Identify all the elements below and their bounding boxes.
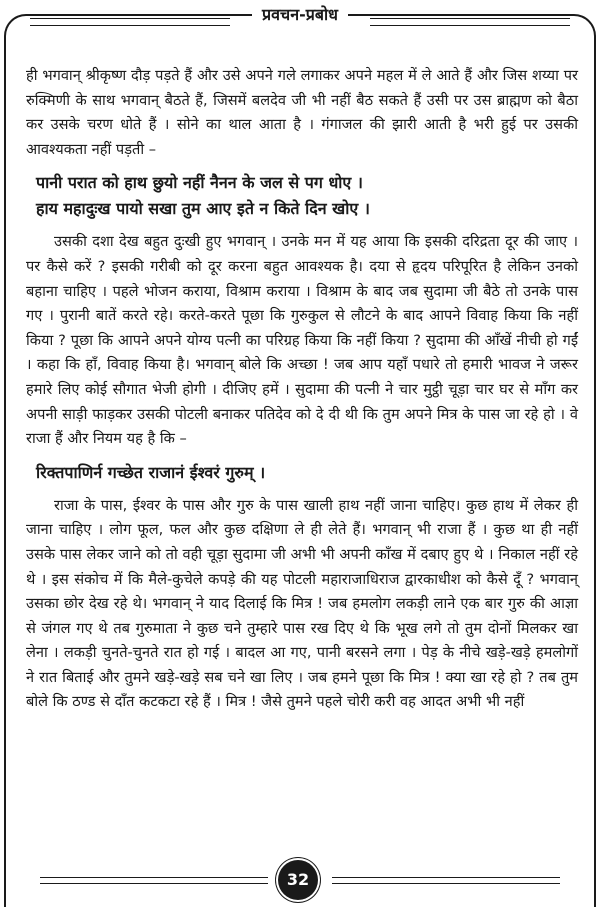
footer-rule-left (40, 877, 268, 884)
page-number-badge: 32 (278, 860, 318, 900)
footer-rule-right (332, 877, 560, 884)
verse-line: रिक्तपाणिर्न गच्छेत राजानं ईश्वरं गुरुम् । (36, 462, 266, 482)
page-body (26, 64, 578, 715)
paragraph-1: ही भगवान् श्रीकृष्ण दौड़ पड़ते हैं और उसे अपने गले लगाकर अपने महल में ले आते हैं और जिस शय्या पर रुक्मिणी के साथ भगवान् बैठते हैं, जिसमें बलदेव जी भी नहीं बैठ सकते हैं उसी पर उस ब्राह्मण को बैठा कर उसके चरण धोते हैं । सोने का थाल आता है । गंगाजल की झारी आती है भरी हुई पर उसकी आवश्यकता नहीं पड़ती – (26, 67, 578, 158)
paragraph-2: उसकी दशा देख बहुत दुःखी हुए भगवान् । उनके मन में यह आया कि इसकी दरिद्रता दूर की जाए । पर कैसे करें ? इसकी गरीबी को दूर करना बहुत आवश्यक है। दया से हृदय परिपूरित है लेकिन उनको बहाना चाहिए । पहले भोजन कराया, विश्राम कराया । विश्राम के बाद जब सुदामा जी बैठे तो उनके पास गए । पुरानी बातें करते रहे। करते-करते पूछा कि गुरुकुल से लौटने के बाद आपने विवाह किया कि नहीं किया ? पूछा कि आपने अपने योग्य पत्नी का परिग्रह किया कि नहीं किया ? सुदामा की आँखें नीची हो गईं । कहा कि हाँ, विवाह किया है। भगवान् बोले कि अच्छा ! जब आप यहाँ पधारे तो हमारी भावज ने जरूर हमारे लिए कोई सौगात भेजी होगी । दीजिए हमें । सुदामा की पत्नी ने चार मुट्ठी चूड़ा चार घर से माँग कर अपनी साड़ी फाड़कर उसकी पोटली बनाकर पतिदेव को दे दी थी कि तुम अपने मित्र के पास जा रहे हो । वे राजा हैं और नियम यह है कि – (26, 233, 578, 448)
running-header (0, 4, 600, 26)
page-footer (0, 860, 600, 900)
verse-block-2 (36, 460, 578, 486)
verse-line: हाय महादुःख पायो सखा तुम आए इते न किते दिन खोए । (36, 199, 370, 219)
paragraph-3: राजा के पास, ईश्वर के पास और गुरु के पास खाली हाथ नहीं जाना चाहिए। कुछ हाथ में लेकर ही जाना चाहिए । लोग फूल, फल और कुछ दक्षिणा ले ही लेते हैं। भगवान् भी राजा हैं । कुछ था ही नहीं उसके पास लेकर जाने को तो वही चूड़ा सुदामा जी अभी भी अपनी काँख में दबाए हुए थे । निकाल नहीं रहे थे । इस संकोच में कि मैले-कुचेले कपड़े की यह पोटली महाराजाधिराज द्वारकाधीश को कैसे दूँ ? भगवान् उसका छोर देख रहे थे। भगवान् ने याद दिलाई कि मित्र ! जब हमलोग लकड़ी लाने एक बार गुरु की आज्ञा से जंगल गए थे तब गुरुमाता ने कुछ चने तुम्हारे पास रख दिए थे कि भूख लगे तो तुम दोनों मिलकर खा लेना । लकड़ी चुनते-चुनते रात हो गई । बादल आ गए, पानी बरसने लगा । पेड़ के नीचे खड़े-खड़े हमलोगों ने रात बिताई और तुमने खड़े-खड़े सब चने खा लिए । जब हमने पूछा कि मित्र ! क्या खा रहे हो ? तब तुम बोले कि ठण्ड से दाँत कटकटा रहे हैं । मित्र ! जैसे तुमने पहले चोरी करी वह आदत अभी भी नहीं (26, 496, 578, 711)
verse-block-1 (36, 170, 578, 222)
header-rule-right (370, 18, 570, 26)
verse-line: पानी परात को हाथ छुयो नहीं नैनन के जल से पग धोए । (36, 173, 363, 193)
header-title: प्रवचन-प्रबोध (252, 4, 348, 26)
header-rule-left (30, 18, 230, 26)
